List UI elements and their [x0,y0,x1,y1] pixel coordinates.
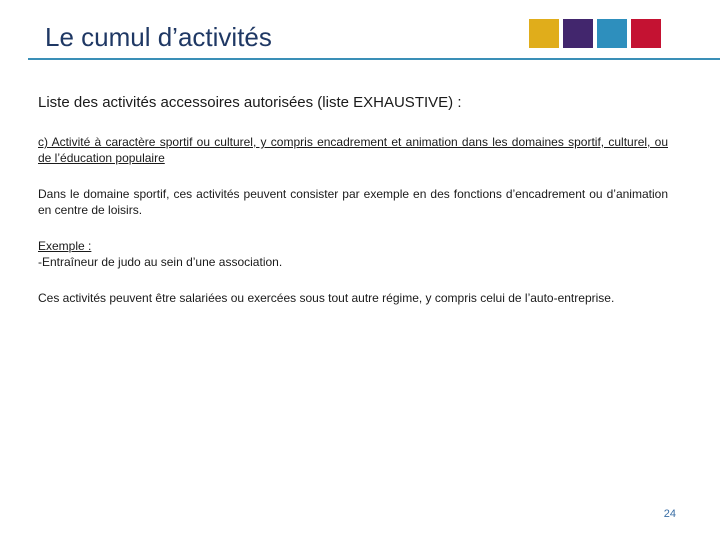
example-block [38,238,668,270]
color-swatch-yellow [529,19,559,48]
color-swatch-red [631,19,661,48]
color-swatch-blue [597,19,627,48]
section-heading: Liste des activités accessoires autorisées (liste EXHAUSTIVE) : [38,94,462,111]
example-item: -Entraîneur de judo au sein d’une association. [38,255,283,269]
color-swatch-purple [563,19,593,48]
paragraph-employment-regime: Ces activités peuvent être salariées ou exercées sous tout autre régime, y compris celui de l’auto-entreprise. [38,291,615,305]
paragraph-sport-domain: Dans le domaine sportif, ces activités peuvent consister par exemple en des fonctions d’encadrement ou d’animation en centre de loisirs. [38,187,668,217]
example-label: Exemple : [38,239,92,253]
title-divider [28,58,720,60]
slide-body [38,94,668,326]
slide-title: Le cumul d’activités [45,22,272,52]
page-number: 24 [663,508,676,520]
subsection-heading: c) Activité à caractère sportif ou culturel, y compris encadrement et animation dans les domaines sportif, culturel, ou de l’éducation populaire [38,135,668,165]
